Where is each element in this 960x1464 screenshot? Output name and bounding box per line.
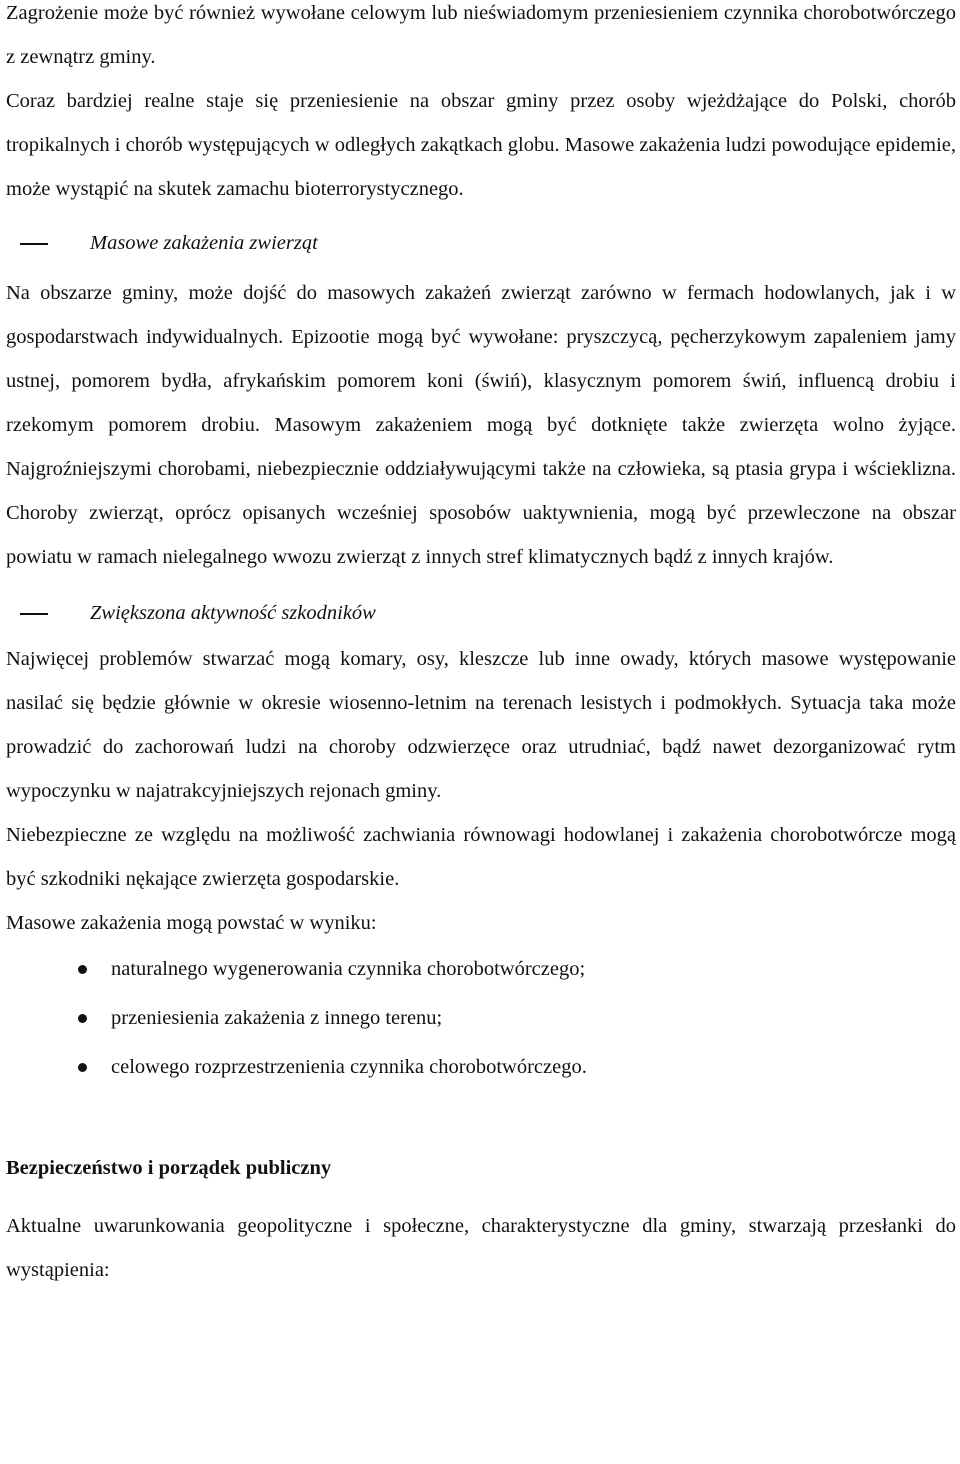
bullet-icon bbox=[78, 1014, 87, 1023]
document-page bbox=[6, 0, 956, 1292]
dash-icon bbox=[20, 591, 54, 635]
intro-paragraph-1: Zagrożenie może być również wywołane celowym lub nieświadomym przeniesieniem czynnika chorobotwórczego z zewnątrz gminy. bbox=[6, 2, 956, 68]
bullet-icon bbox=[78, 1063, 87, 1072]
intro-paragraph-2: Coraz bardziej realne staje się przeniesienie na obszar gminy przez osoby wjeżdżające do Polski, chorób tropikalnych i chorób występujących w odległych zakątkach globu. Masowe zakażenia ludzi powodujące epidemie, może wystąpić na skutek zamachu bioterrorystycznego. bbox=[6, 90, 956, 200]
section-animals-paragraph: Na obszarze gminy, może dojść do masowych zakażeń zwierząt zarówno w fermach hodowlanych, jak i w gospodarstwach indywidualnych. Epizootie mogą być wywołane: pryszczycą, pęcherzykowym zapaleniem jamy ustnej, pomorem bydła, afrykańskim pomorem koni (świń), klasycznym pomorem świń, influencą drobiu i rzekomym pomorem drobiu. Masowym zakażeniem mogą być dotknięte także zwierzęta wolno żyjące. Najgroźniejszymi chorobami, niebezpiecznie oddziaływującymi także na człowieka, są ptasia grypa i wścieklizna. Choroby zwierząt, oprócz opisanych wcześniej sposobów uaktywnienia, mogą być przewleczone na obszar powiatu w ramach nielegalnego wwozu zwierząt z innych stref klimatycznych bądź z innych krajów. bbox=[6, 282, 956, 568]
section-animals-title: Masowe zakażenia zwierząt bbox=[90, 232, 318, 254]
list-item bbox=[6, 945, 956, 994]
section-pests-title: Zwiększona aktywność szkodników bbox=[90, 602, 376, 624]
list-item-text: celowego rozprzestrzenienia czynnika chorobotwórczego. bbox=[111, 1056, 587, 1078]
section-security-paragraph: Aktualne uwarunkowania geopolityczne i społeczne, charakterystyczne dla gminy, stwarzają przesłanki do wystąpienia: bbox=[6, 1215, 956, 1281]
causes-list bbox=[6, 945, 956, 1092]
section-security-heading: Bezpieczeństwo i porządek publiczny bbox=[6, 1157, 332, 1179]
list-item-text: przeniesienia zakażenia z innego terenu; bbox=[111, 1007, 443, 1029]
dash-icon bbox=[20, 221, 54, 265]
list-item bbox=[6, 994, 956, 1043]
section-pests-paragraph-2: Niebezpieczne ze względu na możliwość zachwiania równowagi hodowlanej i zakażenia chorobotwórcze mogą być szkodniki nękające zwierzęta gospodarskie. bbox=[6, 824, 956, 890]
section-animals-heading bbox=[6, 221, 956, 265]
bullet-icon bbox=[78, 965, 87, 974]
section-pests-heading bbox=[6, 591, 956, 635]
list-item-text: naturalnego wygenerowania czynnika chorobotwórczego; bbox=[111, 958, 586, 980]
list-item bbox=[6, 1043, 956, 1092]
section-pests-paragraph-1: Najwięcej problemów stwarzać mogą komary, osy, kleszcze lub inne owady, których masowe występowanie nasilać się będzie głównie w okresie wiosenno-letnim na terenach lesistych i podmokłych. Sytuacja taka może prowadzić do zachorowań ludzi na choroby odzwierzęce oraz utrudniać, bądź nawet dezorganizować rytm wypoczynku w najatrakcyjniejszych rejonach gminy. bbox=[6, 648, 956, 802]
section-pests-paragraph-3: Masowe zakażenia mogą powstać w wyniku: bbox=[6, 912, 377, 934]
